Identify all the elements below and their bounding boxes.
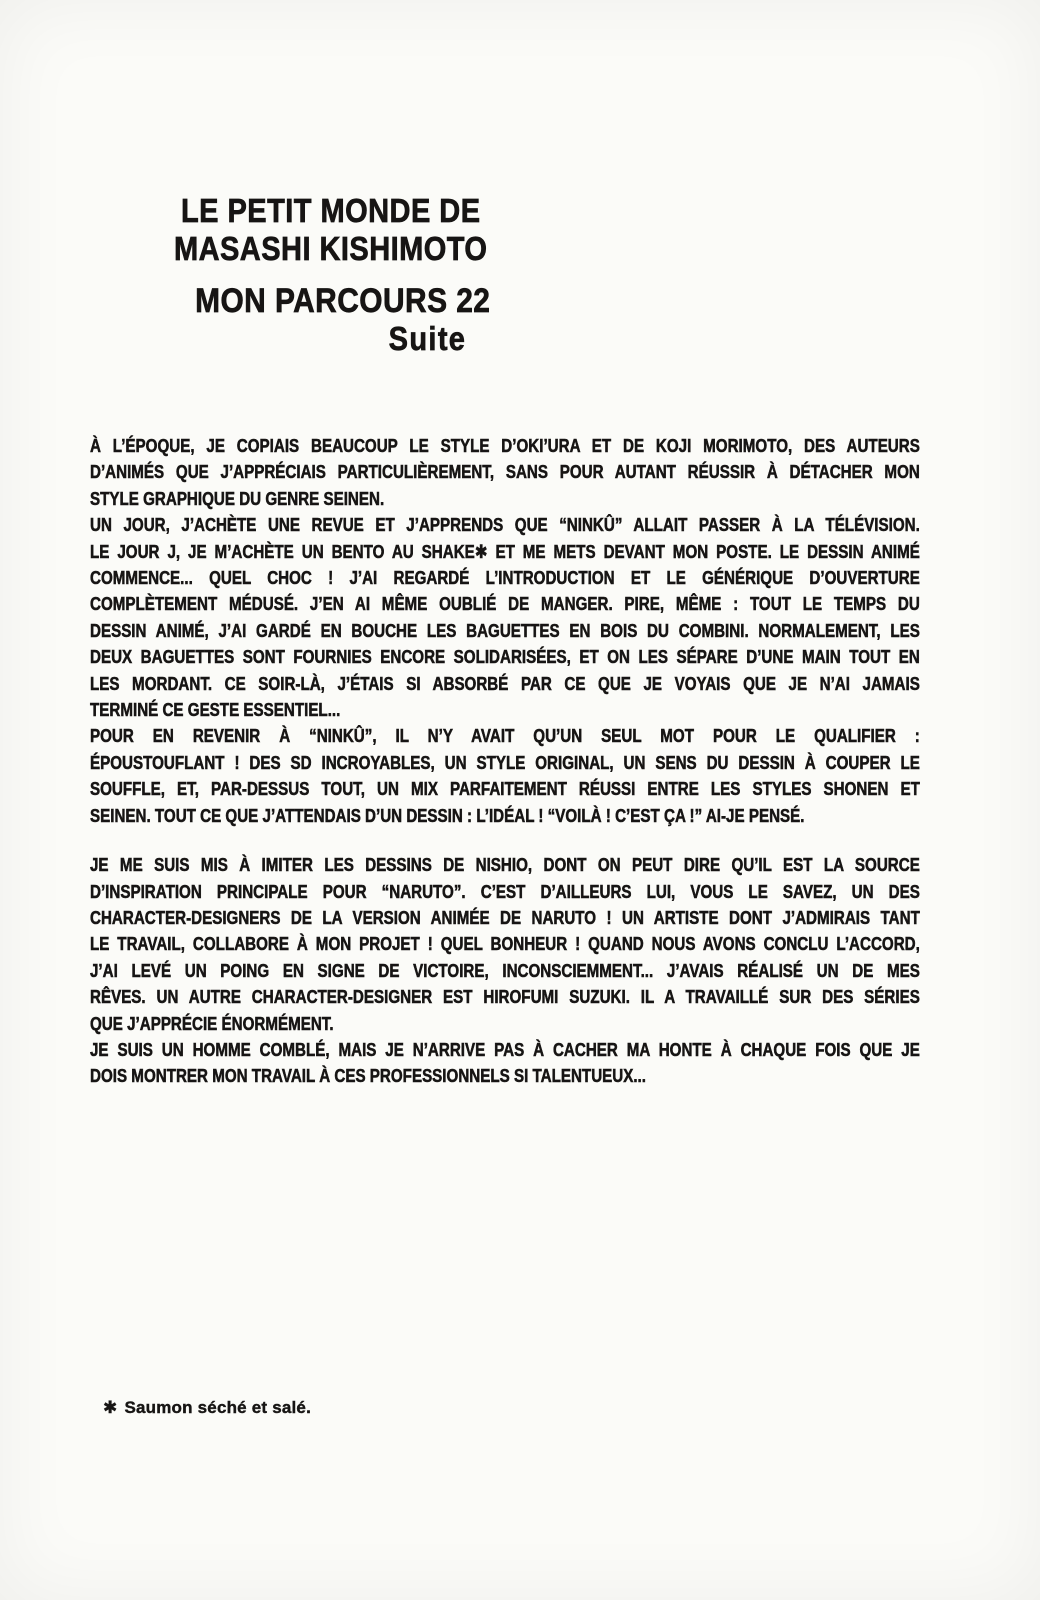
body-line: LE TRAVAIL, COLLABORE À MON PROJET ! QUEL BONHEUR ! QUAND NOUS AVONS CONCLU L’ACCORD, bbox=[90, 933, 920, 955]
body-line: JE ME SUIS MIS À IMITER LES DESSINS DE NISHIO, DONT ON PEUT DIRE QU’IL EST LA SOURCE bbox=[90, 854, 920, 876]
footnote bbox=[103, 1398, 311, 1418]
body-line: LE JOUR J, JE M’ACHÈTE UN BENTO AU SHAKE✱ ET ME METS DEVANT MON POSTE. LE DESSIN ANIMÉ bbox=[90, 540, 920, 562]
column-title-block bbox=[173, 192, 533, 358]
body-line: QUE J’APPRÉCIE ÉNORMÉMENT. bbox=[90, 1012, 334, 1034]
body-line: COMPLÈTEMENT MÉDUSÉ. J’EN AI MÊME OUBLIÉ DE MANGER. PIRE, MÊME : TOUT LE TEMPS DU bbox=[90, 593, 920, 615]
paragraph bbox=[90, 1037, 920, 1090]
footnote-text: Saumon séché et salé. bbox=[124, 1398, 312, 1417]
column-title-line-1: LE PETIT MONDE DE bbox=[181, 192, 481, 229]
body-line: DOIS MONTRER MON TRAVAIL À CES PROFESSIONNELS SI TALENTUEUX... bbox=[90, 1065, 646, 1087]
body-line: D’INSPIRATION PRINCIPALE POUR “NARUTO”. C’EST D’AILLEURS LUI, VOUS LE SAVEZ, UN DES bbox=[90, 880, 920, 902]
body-line: COMMENCE... QUEL CHOC ! J’AI REGARDÉ L’INTRODUCTION ET LE GÉNÉRIQUE D’OUVERTURE bbox=[90, 567, 920, 589]
paragraph bbox=[90, 723, 920, 829]
footnote-asterisk-marker: ✱ bbox=[103, 1398, 118, 1417]
body-line: TERMINÉ CE GESTE ESSENTIEL... bbox=[90, 699, 341, 721]
body-text-inner bbox=[90, 433, 920, 1090]
body-line: D’ANIMÉS QUE J’APPRÉCIAIS PARTICULIÈREMENT, SANS POUR AUTANT RÉUSSIR À DÉTACHER MON bbox=[90, 461, 920, 483]
body-line: ÉPOUSTOUFLANT ! DES SD INCROYABLES, UN STYLE ORIGINAL, UN SENS DU DESSIN À COUPER LE bbox=[90, 751, 920, 773]
body-line: UN JOUR, J’ACHÈTE UNE REVUE ET J’APPRENDS QUE “NINKÛ” ALLAIT PASSER À LA TÉLÉVISION. bbox=[90, 514, 920, 536]
paragraph bbox=[90, 512, 920, 723]
body-text bbox=[90, 433, 920, 1090]
body-line: POUR EN REVENIR À “NINKÛ”, IL N’Y AVAIT QU’UN SEUL MOT POUR LE QUALIFIER : bbox=[90, 725, 920, 747]
body-line: RÊVES. UN AUTRE CHARACTER-DESIGNER EST HIROFUMI SUZUKI. IL A TRAVAILLÉ SUR DES SÉRIES bbox=[90, 986, 920, 1008]
body-line: CHARACTER-DESIGNERS DE LA VERSION ANIMÉE DE NARUTO ! UN ARTISTE DONT J’ADMIRAIS TANT bbox=[90, 906, 920, 928]
suite-label: Suite bbox=[388, 320, 467, 357]
column-title-inner bbox=[173, 192, 491, 358]
column-title-line-2: MASASHI KISHIMOTO bbox=[173, 230, 488, 267]
body-line: LES MORDANT. CE SOIR-LÀ, J’ÉTAIS SI ABSORBÉ PAR CE QUE JE VOYAIS QUE JE N’AI JAMAIS bbox=[90, 672, 920, 694]
body-line: STYLE GRAPHIQUE DU GENRE SEINEN. bbox=[90, 487, 385, 509]
series-episode-title: MON PARCOURS 22 bbox=[195, 282, 491, 320]
body-line: DEUX BAGUETTES SONT FOURNIES ENCORE SOLIDARISÉES, ET ON LES SÉPARE D’UNE MAIN TOUT EN bbox=[90, 646, 920, 668]
body-line: SOUFFLE, ET, PAR-DESSUS TOUT, UN MIX PARFAITEMENT RÉUSSI ENTRE LES STYLES SHONEN ET bbox=[90, 778, 920, 800]
paragraph bbox=[90, 852, 920, 1037]
body-line: DESSIN ANIMÉ, J’AI GARDÉ EN BOUCHE LES BAGUETTES EN BOIS DU COMBINI. NORMALEMENT, LES bbox=[90, 619, 920, 641]
body-line: JE SUIS UN HOMME COMBLÉ, MAIS JE N’ARRIVE PAS À CACHER MA HONTE À CHAQUE FOIS QUE JE bbox=[90, 1038, 920, 1060]
body-line: SEINEN. TOUT CE QUE J’ATTENDAIS D’UN DESSIN : L’IDÉAL ! “VOILÀ ! C’EST ÇA !” AI-JE PENSÉ. bbox=[90, 804, 805, 826]
paragraph bbox=[90, 433, 920, 512]
body-line: J’AI LEVÉ UN POING EN SIGNE DE VICTOIRE, INCONSCIEMMENT... J’AVAIS RÉALISÉ UN DE MES bbox=[90, 959, 920, 981]
body-line: À L’ÉPOQUE, JE COPIAIS BEAUCOUP LE STYLE D’OKI’URA ET DE KOJI MORIMOTO, DES AUTEURS bbox=[90, 435, 920, 456]
